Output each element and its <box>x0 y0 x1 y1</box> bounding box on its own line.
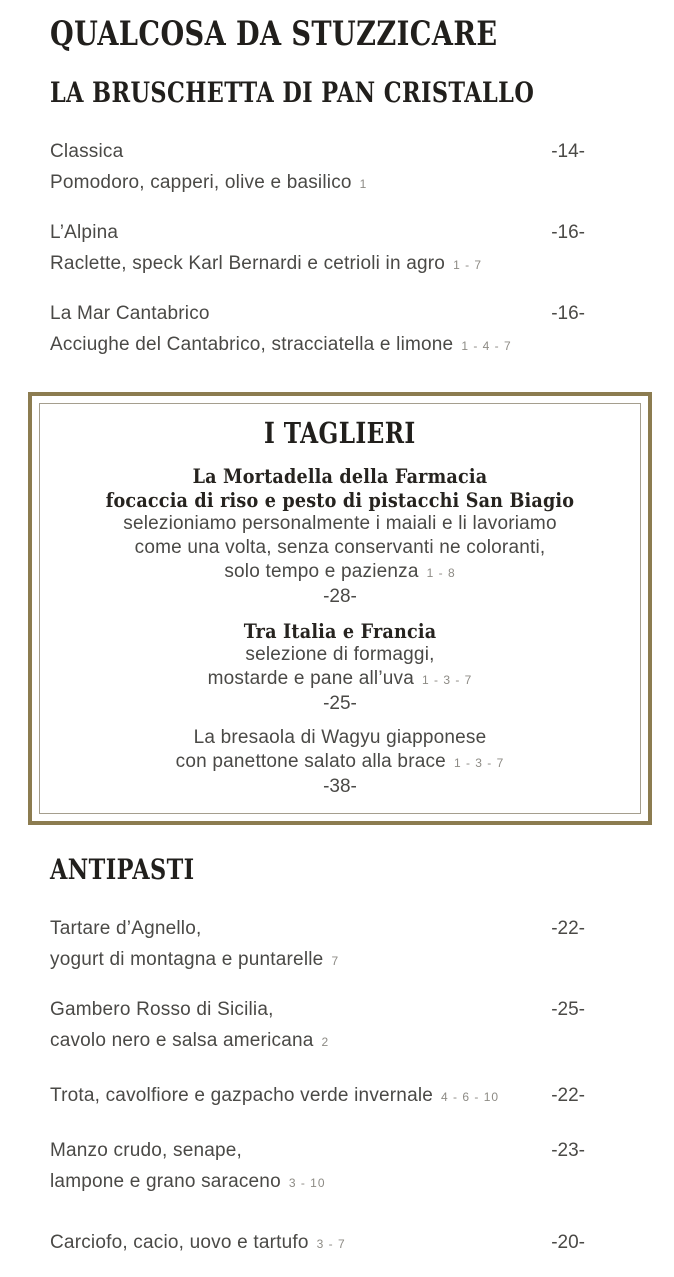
menu-item <box>50 1227 585 1260</box>
allergen-codes: 1 <box>359 177 368 191</box>
entry-price: -38- <box>323 776 357 797</box>
page-title: QUALCOSA DA STUZZICARE <box>50 14 498 54</box>
taglieri-heading: I TAGLIERI <box>264 416 416 450</box>
item-description: Pomodoro, capperi, olive e basilico 1 <box>50 172 368 193</box>
item-name: La Mar Cantabrico <box>50 303 210 324</box>
allergen-codes: 1 - 4 - 7 <box>461 339 512 353</box>
entry-title-line: focaccia di riso e pesto di pistacchi San Biagio <box>105 488 575 512</box>
entry-description-line: con panettone salato alla brace 1 - 3 - 7 <box>175 751 505 772</box>
item-description: Acciughe del Cantabrico, stracciatella e limone 1 - 4 - 7 <box>50 334 512 355</box>
item-price: -16- <box>551 222 585 243</box>
entry-description-line: La bresaola di Wagyu giapponese <box>193 727 487 748</box>
allergen-codes: 3 - 7 <box>316 1237 346 1251</box>
entry-description-line: solo tempo e pazienza 1 - 8 <box>224 561 456 582</box>
item-name: Carciofo, cacio, uovo e tartufo 3 - 7 <box>50 1232 346 1253</box>
item-name: Trota, cavolfiore e gazpacho verde invernale 4 - 6 - 10 <box>50 1085 500 1106</box>
item-description: lampone e grano saraceno 3 - 10 <box>50 1171 326 1192</box>
entry-description-line: mostarde e pane all’uva 1 - 3 - 7 <box>207 668 473 689</box>
item-price: -23- <box>551 1140 585 1161</box>
item-description: cavolo nero e salsa americana 2 <box>50 1030 330 1051</box>
menu-item <box>50 913 585 977</box>
entry-description-line: selezione di formaggi, <box>245 644 435 665</box>
entry-price: -28- <box>323 586 357 607</box>
taglieri-box-inner <box>39 403 641 814</box>
entry-description-line: selezioniamo personalmente i maiali e li lavoriamo <box>123 513 557 534</box>
allergen-codes: 1 - 7 <box>453 258 483 272</box>
taglieri-box <box>28 392 652 825</box>
taglieri-entry <box>58 464 622 609</box>
item-name: L’Alpina <box>50 222 119 243</box>
entry-price: -25- <box>323 693 357 714</box>
allergen-codes: 7 <box>331 954 340 968</box>
antipasti-items <box>50 913 585 1260</box>
entry-title-line: Tra Italia e Francia <box>243 619 437 643</box>
item-price: -20- <box>551 1232 585 1253</box>
item-price: -16- <box>551 303 585 324</box>
bruschetta-items <box>50 136 585 362</box>
item-price: -14- <box>551 141 585 162</box>
allergen-codes: 2 <box>321 1035 330 1049</box>
item-name: Manzo crudo, senape, <box>50 1140 243 1161</box>
item-name: Gambero Rosso di Sicilia, <box>50 999 274 1020</box>
section-heading-antipasti: ANTIPASTI <box>50 853 195 886</box>
item-price: -22- <box>551 1085 585 1106</box>
allergen-codes: 3 - 10 <box>288 1176 326 1190</box>
menu-item <box>50 1135 585 1199</box>
entry-description-line: come una volta, senza conservanti ne coloranti, <box>134 537 546 558</box>
taglieri-entry <box>58 726 622 799</box>
entry-title-line: La Mortadella della Farmacia <box>192 464 488 488</box>
item-price: -25- <box>551 999 585 1020</box>
item-name: Classica <box>50 141 124 162</box>
menu-item <box>50 217 585 281</box>
menu-item <box>50 1080 585 1113</box>
allergen-codes: 1 - 8 <box>426 566 456 580</box>
menu-item <box>50 298 585 362</box>
menu-item <box>50 994 585 1058</box>
section-heading-bruschetta: LA BRUSCHETTA DI PAN CRISTALLO <box>50 76 535 109</box>
allergen-codes: 1 - 3 - 7 <box>421 673 473 687</box>
taglieri-entry <box>58 619 622 716</box>
item-description: Raclette, speck Karl Bernardi e cetrioli in agro 1 - 7 <box>50 253 483 274</box>
allergen-codes: 4 - 6 - 10 <box>441 1090 500 1104</box>
item-description: yogurt di montagna e puntarelle 7 <box>50 949 340 970</box>
menu-item <box>50 136 585 200</box>
item-name: Tartare d’Agnello, <box>50 918 202 939</box>
item-price: -22- <box>551 918 585 939</box>
allergen-codes: 1 - 3 - 7 <box>453 756 505 770</box>
